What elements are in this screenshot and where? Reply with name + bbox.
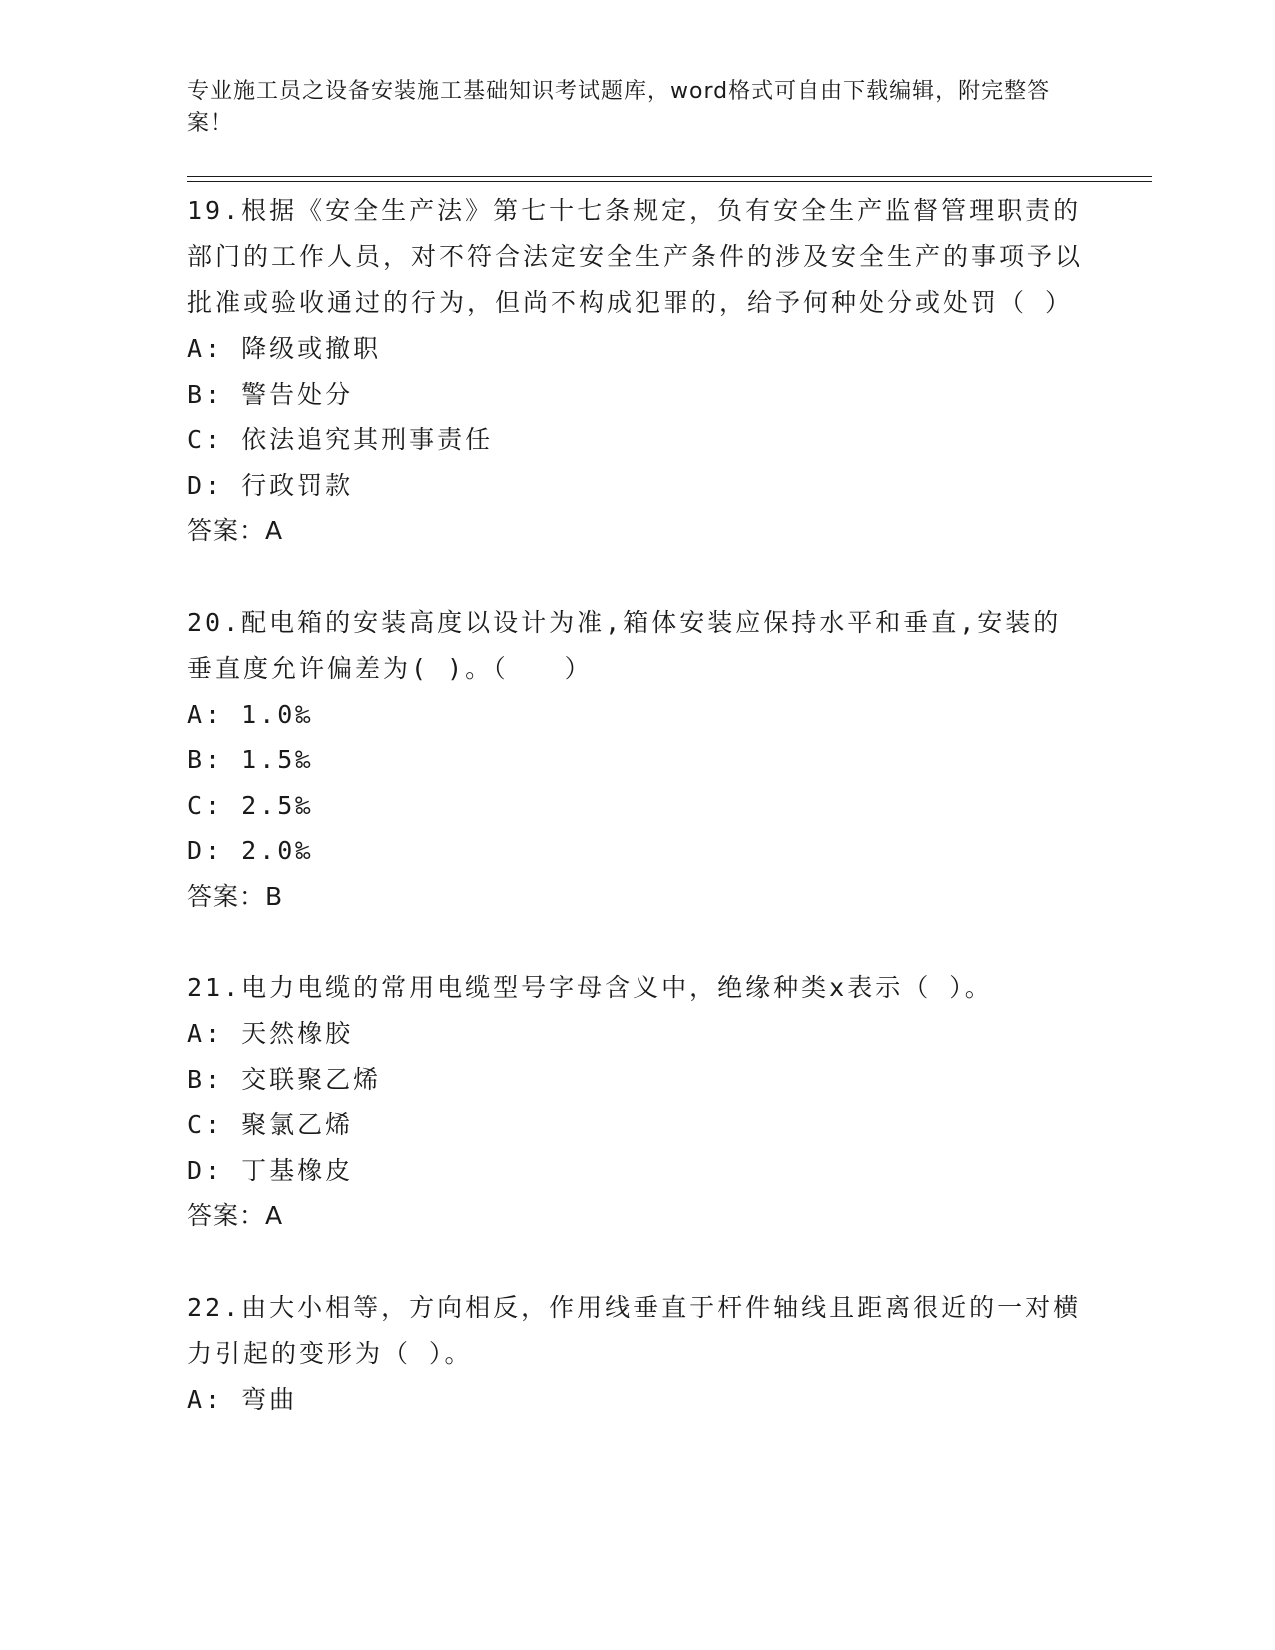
option-b: B: 1.5‰ [187,745,314,774]
option-a: A: 1.0‰ [187,699,314,729]
option-c: C: 2.5‰ [187,790,314,820]
option-a: A: 弯曲 [187,1384,298,1414]
option-c: C: 聚氯乙烯 [187,1110,354,1139]
question-20 [187,600,1087,920]
question-stem: 21.电力电缆的常用电缆型号字母含义中，绝缘种类x表示（ ）。 [187,973,993,1002]
question-21 [187,965,1087,1239]
answer: 答案：A [187,1201,284,1230]
question-22 [187,1285,1087,1423]
question-stem: 19.根据《安全生产法》第七十七条规定，负有安全生产监督管理职责的部门的工作人员，对不符合法定安全生产条件的涉及安全生产的事项予以批准或验收通过的行为，但尚不构成犯罪的，给予何种处分或处罚（ ） [187,196,1084,317]
question-19 [187,188,1087,554]
option-c: C: 依法追究其刑事责任 [187,425,494,454]
question-stem: 20.配电箱的安装高度以设计为准,箱体安装应保持水平和垂直,安装的垂直度允许偏差为( )。（ ） [187,607,1062,683]
option-d: D: 丁基橡皮 [187,1155,354,1185]
answer: 答案：B [187,881,284,911]
answer: 答案：A [187,516,284,545]
option-b: B: 警告处分 [187,379,354,409]
question-stem: 22.由大小相等，方向相反，作用线垂直于杆件轴线且距离很近的一对横力引起的变形为（ ）。 [187,1292,1082,1368]
option-a: A: 天然橡胶 [187,1019,354,1048]
header-rule-bottom [187,181,1152,182]
option-a: A: 降级或撤职 [187,334,382,363]
question-list [187,188,1087,1422]
header-rule-top [187,176,1152,177]
option-d: D: 2.0‰ [187,836,314,865]
option-b: B: 交联聚乙烯 [187,1064,382,1094]
option-d: D: 行政罚款 [187,470,354,500]
document-header: 专业施工员之设备安装施工基础知识考试题库，word格式可自由下载编辑，附完整答案！ [187,79,1051,136]
